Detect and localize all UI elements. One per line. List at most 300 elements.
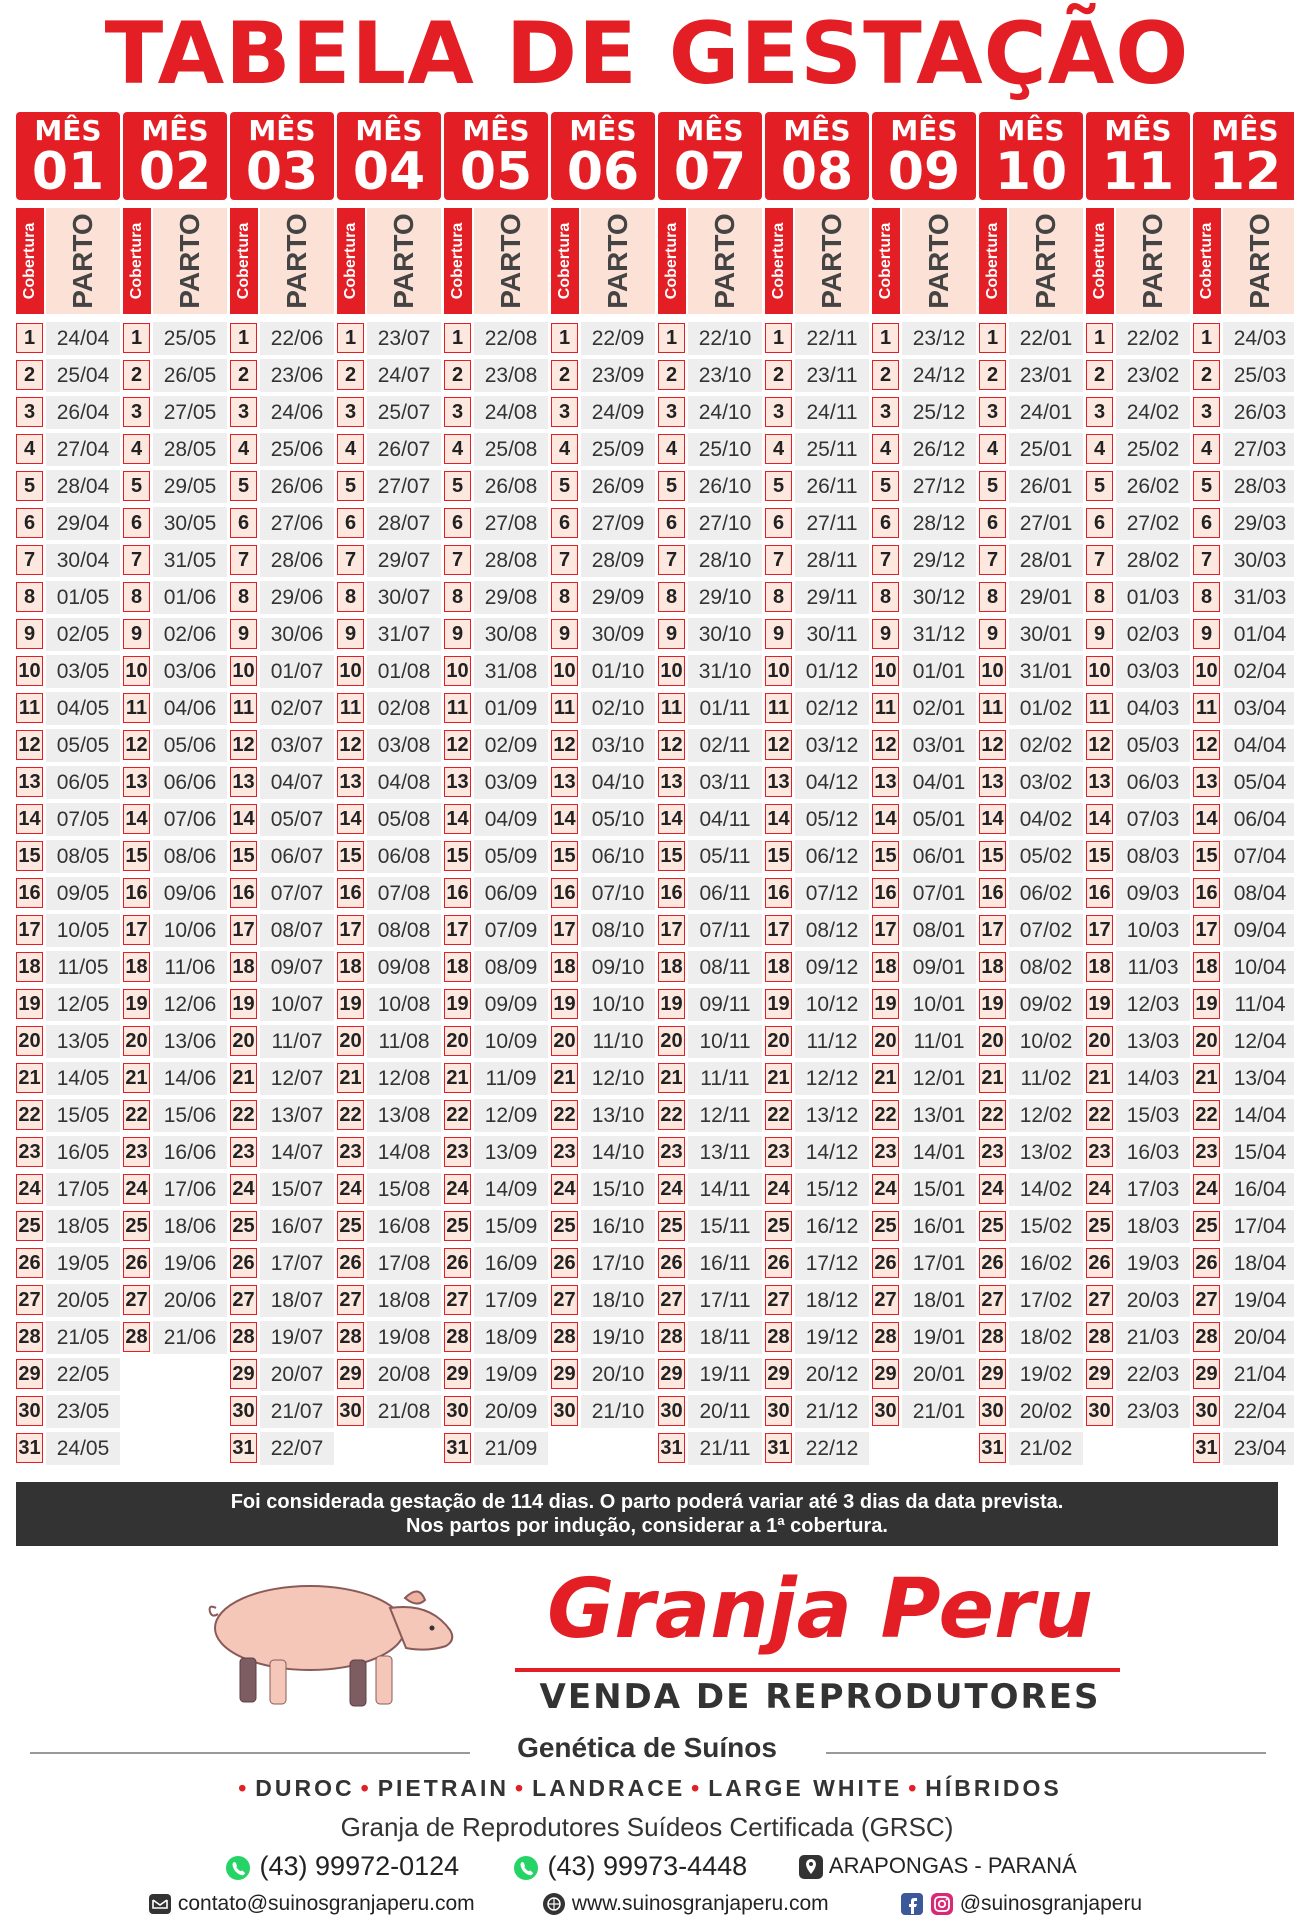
cobertura-label: Cobertura: [449, 222, 466, 300]
cobertura-day: 14: [765, 804, 792, 834]
cobertura-day: 21: [872, 1063, 899, 1093]
table-row: [123, 618, 227, 651]
table-row: [16, 396, 120, 429]
table-row: [979, 1099, 1083, 1132]
cobertura-day: 26: [765, 1248, 792, 1278]
table-row: [872, 1284, 976, 1317]
parto-date: 17/11: [688, 1284, 762, 1317]
cobertura-day: 29: [230, 1359, 257, 1389]
cobertura-day: 12: [1086, 730, 1113, 760]
parto-date: 10/04: [1223, 951, 1294, 984]
parto-date: 27/01: [1009, 507, 1083, 540]
parto-date: 24/03: [1223, 322, 1294, 355]
table-row: [123, 544, 227, 577]
parto-date: 22/03: [1116, 1358, 1190, 1391]
month-label: MÊS: [783, 114, 851, 147]
table-row: [123, 507, 227, 540]
cobertura-day: 28: [979, 1322, 1006, 1352]
table-row: [551, 507, 655, 540]
table-row: [658, 507, 762, 540]
parto-date: 08/02: [1009, 951, 1083, 984]
cobertura-day: 15: [658, 841, 685, 871]
cobertura-day: 1: [1086, 323, 1113, 353]
table-row: [123, 322, 227, 355]
parto-date: 19/10: [581, 1321, 655, 1354]
table-row: [765, 988, 869, 1021]
table-row: [1086, 1358, 1190, 1391]
parto-date: 12/04: [1223, 1025, 1294, 1058]
brand-logo: Granja Peru: [547, 1562, 1093, 1657]
table-row: [16, 1395, 120, 1428]
cobertura-day: 8: [230, 582, 257, 612]
table-row: [1086, 1099, 1190, 1132]
table-row: [765, 433, 869, 466]
cobertura-day: 21: [230, 1063, 257, 1093]
month-label: MÊS: [34, 114, 102, 147]
table-row: [872, 914, 976, 947]
cobertura-day: 14: [551, 804, 578, 834]
cobertura-day: 22: [1193, 1100, 1220, 1130]
parto-date: 04/12: [795, 766, 869, 799]
parto-date: 15/11: [688, 1210, 762, 1243]
cobertura-day: 17: [872, 915, 899, 945]
table-row: [16, 1432, 120, 1465]
parto-date: 11/10: [581, 1025, 655, 1058]
table-row: [765, 1210, 869, 1243]
cobertura-day: 11: [551, 693, 578, 723]
cobertura-day: 7: [551, 545, 578, 575]
table-row: [658, 1136, 762, 1169]
parto-date: 21/07: [260, 1395, 334, 1428]
parto-date: 06/01: [902, 840, 976, 873]
month-header: [765, 112, 869, 200]
parto-date: 25/04: [46, 359, 120, 392]
instagram-icon: [930, 1892, 954, 1916]
table-row: [444, 544, 548, 577]
month-header: [230, 112, 334, 200]
table-row: [1086, 766, 1190, 799]
parto-date: 29/06: [260, 581, 334, 614]
table-row: [337, 1284, 441, 1317]
parto-date: 27/12: [902, 470, 976, 503]
cobertura-day: 18: [123, 952, 150, 982]
cobertura-day: 7: [1193, 545, 1220, 575]
table-row: [872, 322, 976, 355]
table-row: [123, 1173, 227, 1206]
cobertura-day: 8: [16, 582, 43, 612]
parto-date: 22/02: [1116, 322, 1190, 355]
parto-date: 11/06: [153, 951, 227, 984]
table-row: [1193, 803, 1294, 836]
cobertura-day: 1: [444, 323, 471, 353]
month-header: [979, 112, 1083, 200]
parto-label: PARTO: [1137, 213, 1168, 309]
parto-date: 31/03: [1223, 581, 1294, 614]
cobertura-day: 24: [1086, 1174, 1113, 1204]
phone-2-text: (43) 99973-4448: [547, 1851, 748, 1881]
table-row: [444, 581, 548, 614]
parto-date: 29/03: [1223, 507, 1294, 540]
parto-date: 07/04: [1223, 840, 1294, 873]
parto-date: 23/02: [1116, 359, 1190, 392]
parto-date: 30/03: [1223, 544, 1294, 577]
parto-date: 31/12: [902, 618, 976, 651]
table-row: [551, 1395, 655, 1428]
parto-date: 22/11: [795, 322, 869, 355]
cobertura-day: 6: [872, 508, 899, 538]
table-row: [872, 988, 976, 1021]
website-link[interactable]: [542, 1890, 829, 1918]
table-row: [979, 1247, 1083, 1280]
parto-date: 24/02: [1116, 396, 1190, 429]
table-row: [979, 544, 1083, 577]
column-headers: [765, 208, 869, 314]
cobertura-day: 27: [16, 1285, 43, 1315]
parto-date: 30/08: [474, 618, 548, 651]
cobertura-day: 23: [230, 1137, 257, 1167]
parto-date: 13/11: [688, 1136, 762, 1169]
table-row: [979, 1321, 1083, 1354]
parto-date: 06/02: [1009, 877, 1083, 910]
table-row: [765, 322, 869, 355]
phone-1[interactable]: [224, 1848, 459, 1884]
parto-date: 08/11: [688, 951, 762, 984]
table-row: [551, 618, 655, 651]
parto-date: 16/02: [1009, 1247, 1083, 1280]
cobertura-day: 21: [551, 1063, 578, 1093]
cobertura-day: 27: [444, 1285, 471, 1315]
cobertura-day: 16: [230, 878, 257, 908]
parto-date: 05/10: [581, 803, 655, 836]
parto-date: 05/01: [902, 803, 976, 836]
parto-date: 06/08: [367, 840, 441, 873]
cobertura-day: 25: [444, 1211, 471, 1241]
table-row: [337, 729, 441, 762]
parto-date: 29/01: [1009, 581, 1083, 614]
table-row: [765, 1247, 869, 1280]
parto-date: 15/01: [902, 1173, 976, 1206]
table-row: [765, 692, 869, 725]
table-row: [230, 1247, 334, 1280]
cobertura-day: 27: [872, 1285, 899, 1315]
cobertura-day: 7: [337, 545, 364, 575]
cobertura-day: 25: [872, 1211, 899, 1241]
table-row: [1086, 618, 1190, 651]
parto-label: PARTO: [602, 213, 633, 309]
table-row: [765, 1358, 869, 1391]
cobertura-day: 9: [1193, 619, 1220, 649]
parto-date: 24/08: [474, 396, 548, 429]
cobertura-day: 9: [16, 619, 43, 649]
parto-date: 08/10: [581, 914, 655, 947]
cobertura-day: 9: [230, 619, 257, 649]
parto-date: 07/07: [260, 877, 334, 910]
parto-date: 24/10: [688, 396, 762, 429]
table-row: [551, 1358, 655, 1391]
parto-date: 29/11: [795, 581, 869, 614]
table-row: [123, 988, 227, 1021]
month-header: [1086, 112, 1190, 200]
parto-date: 17/09: [474, 1284, 548, 1317]
parto-date: 03/03: [1116, 655, 1190, 688]
parto-date: 22/08: [474, 322, 548, 355]
cobertura-day: 10: [444, 656, 471, 686]
cobertura-day: 3: [551, 397, 578, 427]
parto-date: 10/11: [688, 1025, 762, 1058]
cobertura-day: 28: [1193, 1322, 1220, 1352]
parto-date: 18/03: [1116, 1210, 1190, 1243]
cobertura-day: 9: [979, 619, 1006, 649]
table-row: [16, 988, 120, 1021]
parto-date: 06/07: [260, 840, 334, 873]
parto-date: 05/12: [795, 803, 869, 836]
table-row: [551, 914, 655, 947]
parto-label: PARTO: [388, 213, 419, 309]
cobertura-day: 31: [979, 1433, 1006, 1463]
table-row: [658, 1062, 762, 1095]
cobertura-day: 9: [123, 619, 150, 649]
table-row: [765, 840, 869, 873]
table-row: [551, 470, 655, 503]
table-row: [1193, 322, 1294, 355]
parto-date: 08/09: [474, 951, 548, 984]
breed-item: LARGE WHITE: [708, 1775, 903, 1801]
cobertura-day: 5: [658, 471, 685, 501]
cobertura-day: 16: [337, 878, 364, 908]
parto-header: [581, 208, 655, 314]
parto-date: 30/12: [902, 581, 976, 614]
table-row: [872, 618, 976, 651]
table-row: [1086, 877, 1190, 910]
parto-date: 22/09: [581, 322, 655, 355]
cobertura-day: 18: [16, 952, 43, 982]
table-row: [337, 692, 441, 725]
table-row: [16, 470, 120, 503]
table-row: [230, 433, 334, 466]
table-row: [1086, 1284, 1190, 1317]
parto-date: 03/12: [795, 729, 869, 762]
month-number: 11: [1101, 142, 1175, 202]
month-label: MÊS: [1211, 114, 1279, 147]
parto-date: 28/02: [1116, 544, 1190, 577]
parto-date: 18/10: [581, 1284, 655, 1317]
table-row: [123, 1062, 227, 1095]
parto-date: 01/06: [153, 581, 227, 614]
parto-date: 02/11: [688, 729, 762, 762]
table-row: [872, 692, 976, 725]
cobertura-day: 15: [872, 841, 899, 871]
cobertura-day: 30: [872, 1396, 899, 1426]
parto-date: 16/11: [688, 1247, 762, 1280]
cobertura-day: 31: [765, 1433, 792, 1463]
cobertura-day: 30: [1086, 1396, 1113, 1426]
parto-date: 26/03: [1223, 396, 1294, 429]
parto-date: 19/09: [474, 1358, 548, 1391]
gestation-note: [16, 1482, 1278, 1546]
table-row: [16, 1247, 120, 1280]
parto-header: [474, 208, 548, 314]
cobertura-day: 10: [230, 656, 257, 686]
cobertura-day: 14: [444, 804, 471, 834]
table-row: [1193, 1284, 1294, 1317]
parto-date: 21/09: [474, 1432, 548, 1465]
cobertura-day: 30: [16, 1396, 43, 1426]
cobertura-day: 28: [658, 1322, 685, 1352]
parto-date: 06/03: [1116, 766, 1190, 799]
parto-date: 04/01: [902, 766, 976, 799]
table-row: [230, 1025, 334, 1058]
parto-date: 09/06: [153, 877, 227, 910]
cobertura-day: 26: [16, 1248, 43, 1278]
parto-date: 05/09: [474, 840, 548, 873]
parto-date: 03/08: [367, 729, 441, 762]
parto-date: 01/04: [1223, 618, 1294, 651]
cobertura-day: 3: [1193, 397, 1220, 427]
table-row: [979, 507, 1083, 540]
cobertura-day: 17: [444, 915, 471, 945]
parto-date: 14/11: [688, 1173, 762, 1206]
parto-date: 09/03: [1116, 877, 1190, 910]
parto-header: [902, 208, 976, 314]
cobertura-day: 12: [230, 730, 257, 760]
table-row: [16, 322, 120, 355]
table-row: [979, 1025, 1083, 1058]
parto-date: 14/01: [902, 1136, 976, 1169]
parto-date: 28/05: [153, 433, 227, 466]
parto-date: 08/07: [260, 914, 334, 947]
table-row: [444, 618, 548, 651]
month-label: MÊS: [355, 114, 423, 147]
cobertura-day: 19: [1193, 989, 1220, 1019]
table-row: [551, 544, 655, 577]
table-row: [658, 655, 762, 688]
parto-date: 18/12: [795, 1284, 869, 1317]
cobertura-day: 23: [1193, 1137, 1220, 1167]
cobertura-day: 18: [230, 952, 257, 982]
cobertura-header: [123, 208, 151, 314]
parto-date: 16/05: [46, 1136, 120, 1169]
parto-date: 12/02: [1009, 1099, 1083, 1132]
parto-date: 20/12: [795, 1358, 869, 1391]
cobertura-day: 16: [979, 878, 1006, 908]
parto-date: 03/05: [46, 655, 120, 688]
cobertura-day: 21: [444, 1063, 471, 1093]
cobertura-day: 25: [230, 1211, 257, 1241]
table-row: [123, 1099, 227, 1132]
parto-date: 14/10: [581, 1136, 655, 1169]
genetica-heading: Genética de Suínos: [517, 1732, 777, 1763]
table-row: [872, 803, 976, 836]
month-header: [337, 112, 441, 200]
parto-date: 17/01: [902, 1247, 976, 1280]
cobertura-day: 20: [872, 1026, 899, 1056]
parto-date: 18/06: [153, 1210, 227, 1243]
cobertura-day: 30: [551, 1396, 578, 1426]
parto-date: 05/03: [1116, 729, 1190, 762]
parto-date: 19/03: [1116, 1247, 1190, 1280]
phone-2[interactable]: [512, 1848, 747, 1884]
cobertura-day: 23: [872, 1137, 899, 1167]
parto-date: 09/01: [902, 951, 976, 984]
table-row: [658, 581, 762, 614]
table-row: [337, 618, 441, 651]
whatsapp-icon: [512, 1854, 540, 1882]
cobertura-day: 24: [444, 1174, 471, 1204]
table-row: [1086, 1247, 1190, 1280]
cobertura-day: 16: [123, 878, 150, 908]
table-row: [658, 396, 762, 429]
table-row: [444, 655, 548, 688]
table-row: [230, 322, 334, 355]
parto-date: 25/11: [795, 433, 869, 466]
cobertura-label: Cobertura: [556, 222, 573, 300]
table-row: [230, 840, 334, 873]
social-handle[interactable]: [900, 1890, 1142, 1918]
table-row: [123, 1210, 227, 1243]
table-row: [872, 1025, 976, 1058]
parto-date: 17/07: [260, 1247, 334, 1280]
cobertura-day: 3: [765, 397, 792, 427]
cobertura-day: 24: [16, 1174, 43, 1204]
table-row: [230, 988, 334, 1021]
email-link[interactable]: [148, 1890, 475, 1918]
parto-date: 01/05: [46, 581, 120, 614]
table-row: [230, 1173, 334, 1206]
table-row: [1193, 396, 1294, 429]
table-row: [658, 840, 762, 873]
parto-date: 27/03: [1223, 433, 1294, 466]
table-row: [1086, 803, 1190, 836]
cobertura-header: [872, 208, 900, 314]
cobertura-day: 24: [123, 1174, 150, 1204]
parto-date: 16/04: [1223, 1173, 1294, 1206]
month-label: MÊS: [997, 114, 1065, 147]
cobertura-day: 7: [979, 545, 1006, 575]
cobertura-day: 3: [1086, 397, 1113, 427]
month-number: 05: [459, 142, 533, 202]
parto-date: 21/06: [153, 1321, 227, 1354]
parto-date: 11/12: [795, 1025, 869, 1058]
cobertura-day: 16: [658, 878, 685, 908]
cobertura-day: 25: [123, 1211, 150, 1241]
table-row: [444, 359, 548, 392]
cobertura-day: 21: [658, 1063, 685, 1093]
table-row: [979, 766, 1083, 799]
parto-date: 23/04: [1223, 1432, 1294, 1465]
parto-date: 08/08: [367, 914, 441, 947]
table-row: [658, 766, 762, 799]
table-row: [123, 433, 227, 466]
table-row: [658, 877, 762, 910]
table-row: [765, 1321, 869, 1354]
cobertura-day: 2: [658, 360, 685, 390]
parto-date: 10/05: [46, 914, 120, 947]
table-row: [337, 433, 441, 466]
table-row: [230, 359, 334, 392]
cobertura-day: 6: [658, 508, 685, 538]
cobertura-day: 15: [230, 841, 257, 871]
cobertura-day: 10: [979, 656, 1006, 686]
parto-date: 14/02: [1009, 1173, 1083, 1206]
parto-date: 04/09: [474, 803, 548, 836]
cobertura-day: 10: [16, 656, 43, 686]
parto-date: 05/05: [46, 729, 120, 762]
parto-date: 21/08: [367, 1395, 441, 1428]
cobertura-day: 3: [444, 397, 471, 427]
parto-date: 25/02: [1116, 433, 1190, 466]
table-row: [658, 1284, 762, 1317]
month-header: [872, 112, 976, 200]
